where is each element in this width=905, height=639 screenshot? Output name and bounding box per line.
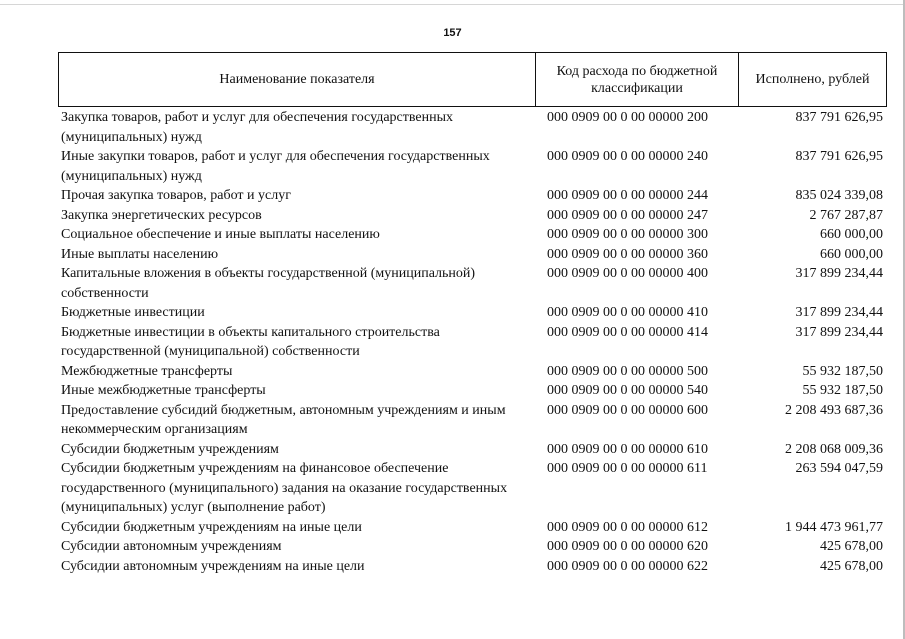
row-sum: 837 791 626,95 — [795, 110, 883, 125]
row-sum: 263 594 047,59 — [795, 461, 883, 476]
row-code: 000 0909 00 0 00 00000 410 — [547, 305, 708, 320]
row-sum: 837 791 626,95 — [795, 149, 883, 164]
row-code: 000 0909 00 0 00 00000 360 — [547, 246, 708, 262]
row-sum: 2 767 287,87 — [809, 207, 883, 223]
row-sum: 1 944 473 961,77 — [785, 519, 883, 535]
row-code: 000 0909 00 0 00 00000 540 — [547, 383, 708, 398]
row-name: Субсидии автономным учреждениям на иные цели — [61, 558, 365, 574]
row-name: Субсидии автономным учреждениям — [61, 539, 282, 554]
table-row — [58, 537, 887, 557]
row-name: Капитальные вложения в объекты государственной (муниципальной) собственности — [61, 266, 476, 301]
row-code: 000 0909 00 0 00 00000 300 — [547, 227, 708, 242]
row-sum: 835 024 339,08 — [795, 188, 883, 203]
row-sum: 660 000,00 — [820, 246, 883, 262]
table-row — [58, 206, 887, 226]
table-header — [58, 52, 887, 107]
row-code: 000 0909 00 0 00 00000 400 — [547, 266, 708, 281]
row-code: 000 0909 00 0 00 00000 414 — [547, 324, 708, 340]
row-code: 000 0909 00 0 00 00000 620 — [547, 539, 708, 554]
table-row — [58, 323, 887, 362]
table-row — [58, 440, 887, 460]
row-sum: 317 899 234,44 — [795, 324, 883, 340]
header-name: Наименование показателя — [59, 53, 536, 106]
table-row — [58, 245, 887, 265]
table-row — [58, 362, 887, 382]
table-row — [58, 381, 887, 401]
row-code: 000 0909 00 0 00 00000 247 — [547, 207, 708, 223]
row-name: Межбюджетные трансферты — [61, 363, 233, 379]
row-name: Иные выплаты населению — [61, 246, 219, 262]
table-row — [58, 186, 887, 206]
row-code: 000 0909 00 0 00 00000 611 — [547, 461, 708, 476]
table-row — [58, 108, 887, 147]
row-sum: 425 678,00 — [820, 558, 883, 574]
table-row — [58, 401, 887, 440]
table-row — [58, 225, 887, 245]
row-sum: 55 932 187,50 — [802, 363, 883, 379]
row-code: 000 0909 00 0 00 00000 622 — [547, 558, 708, 574]
row-name: Субсидии бюджетным учреждениям на финансовое обеспечение государственного (муниципального) задания на оказание государственных (муниципальных) услуг (выполнение работ) — [61, 461, 508, 515]
row-sum: 2 208 068 009,36 — [785, 441, 883, 457]
row-sum: 660 000,00 — [820, 227, 883, 242]
table-row — [58, 459, 887, 518]
row-name: Иные межбюджетные трансферты — [61, 383, 266, 398]
row-code: 000 0909 00 0 00 00000 610 — [547, 441, 708, 457]
row-name: Закупка товаров, работ и услуг для обеспечения государственных (муниципальных) нужд — [61, 110, 454, 145]
row-sum: 55 932 187,50 — [802, 383, 883, 398]
row-name: Бюджетные инвестиции в объекты капитального строительства государственной (муниципальной) собственности — [61, 324, 440, 359]
table-row — [58, 264, 887, 303]
row-code: 000 0909 00 0 00 00000 240 — [547, 149, 708, 164]
table-body — [58, 108, 887, 576]
row-name: Предоставление субсидий бюджетным, автономным учреждениям и иным некоммерческим организациям — [61, 402, 506, 437]
row-sum: 425 678,00 — [820, 539, 883, 554]
row-name: Прочая закупка товаров, работ и услуг — [61, 188, 291, 203]
table-row — [58, 147, 887, 186]
row-name: Социальное обеспечение и иные выплаты населению — [61, 227, 380, 242]
row-name: Закупка энергетических ресурсов — [61, 207, 262, 223]
row-name: Субсидии бюджетным учреждениям — [61, 441, 279, 457]
row-code: 000 0909 00 0 00 00000 600 — [547, 402, 708, 418]
row-name: Иные закупки товаров, работ и услуг для обеспечения государственных (муниципальных) нужд — [61, 149, 490, 184]
row-name: Бюджетные инвестиции — [61, 305, 205, 320]
table-row — [58, 303, 887, 323]
table-row — [58, 518, 887, 538]
page-number: 157 — [443, 27, 462, 39]
row-name: Субсидии бюджетным учреждениям на иные цели — [61, 519, 362, 535]
row-sum: 317 899 234,44 — [795, 305, 883, 320]
header-code: Код расхода по бюджетной классификации — [536, 53, 739, 106]
row-code: 000 0909 00 0 00 00000 500 — [547, 363, 708, 379]
table-row — [58, 557, 887, 577]
row-code: 000 0909 00 0 00 00000 244 — [547, 188, 708, 203]
row-sum: 2 208 493 687,36 — [785, 402, 883, 418]
header-sum: Исполнено, рублей — [755, 72, 870, 87]
row-code: 000 0909 00 0 00 00000 200 — [547, 110, 708, 125]
scan-top-edge — [0, 4, 905, 5]
row-code: 000 0909 00 0 00 00000 612 — [547, 519, 708, 535]
row-sum: 317 899 234,44 — [795, 266, 883, 281]
